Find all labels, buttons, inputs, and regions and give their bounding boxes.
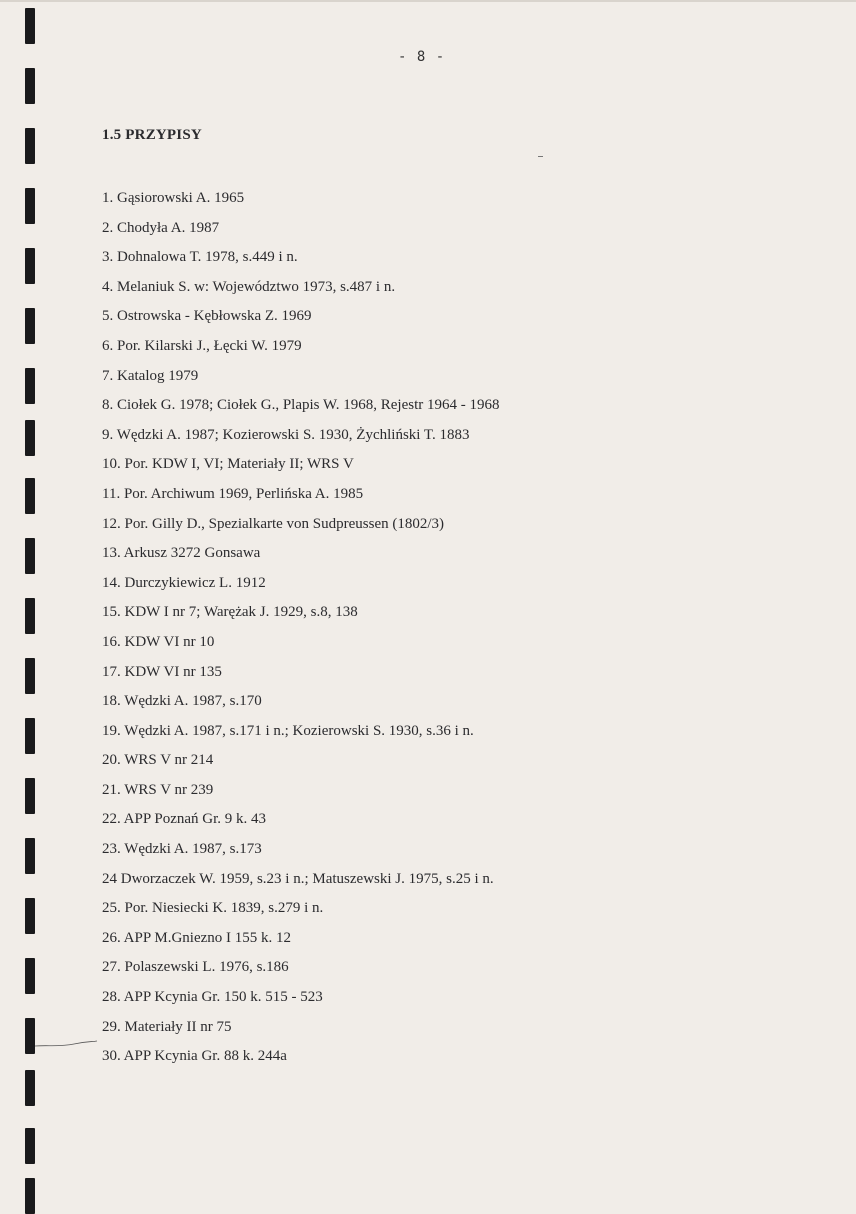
binding-hole bbox=[25, 308, 35, 344]
binding-hole bbox=[25, 68, 35, 104]
page-top-edge bbox=[0, 0, 856, 2]
binding-hole bbox=[25, 478, 35, 514]
binding-hole bbox=[25, 598, 35, 634]
footnote-item: 18. Wędzki A. 1987, s.170 bbox=[102, 693, 262, 710]
footnote-list bbox=[102, 184, 500, 1072]
footnote-item: 27. Polaszewski L. 1976, s.186 bbox=[102, 959, 289, 976]
binding-hole bbox=[25, 658, 35, 694]
binding-hole bbox=[25, 538, 35, 574]
footnote-item: 11. Por. Archiwum 1969, Perlińska A. 1985 bbox=[102, 485, 364, 502]
footnote-item: 29. Materiały II nr 75 bbox=[102, 1018, 232, 1035]
binding-hole bbox=[25, 8, 35, 44]
footnote-item: 4. Melaniuk S. w: Województwo 1973, s.487 i n. bbox=[102, 278, 396, 295]
binding-hole bbox=[25, 1070, 35, 1106]
footnote-item: 20. WRS V nr 214 bbox=[102, 752, 214, 769]
binding-hole bbox=[25, 958, 35, 994]
footnote-item: 13. Arkusz 3272 Gonsawa bbox=[102, 545, 261, 562]
footnote-item: 23. Wędzki A. 1987, s.173 bbox=[102, 841, 262, 858]
footnote-item: 3. Dohnalowa T. 1978, s.449 i n. bbox=[102, 249, 298, 266]
binding-hole bbox=[25, 128, 35, 164]
binding-hole bbox=[25, 718, 35, 754]
footnote-item: 26. APP M.Gniezno I 155 k. 12 bbox=[102, 929, 292, 946]
footnote-item: 10. Por. KDW I, VI; Materiały II; WRS V bbox=[102, 456, 354, 473]
pencil-mark bbox=[34, 1039, 98, 1049]
footnote-item: 7. Katalog 1979 bbox=[102, 367, 199, 384]
binding-hole bbox=[25, 838, 35, 874]
footnote-item: 21. WRS V nr 239 bbox=[102, 781, 214, 798]
binding-hole bbox=[25, 778, 35, 814]
footnote-item: 14. Durczykiewicz L. 1912 bbox=[102, 574, 266, 591]
stray-mark bbox=[538, 156, 543, 157]
footnote-item: 16. KDW VI nr 10 bbox=[102, 633, 215, 650]
binding-hole bbox=[25, 420, 35, 456]
footnote-item: 8. Ciołek G. 1978; Ciołek G., Plapis W. 1968, Rejestr 1964 - 1968 bbox=[102, 397, 500, 414]
binding-hole bbox=[25, 188, 35, 224]
binding-hole bbox=[25, 368, 35, 404]
section-heading: 1.5 PRZYPISY bbox=[102, 127, 202, 143]
binding-hole bbox=[25, 248, 35, 284]
footnote-item: 25. Por. Niesiecki K. 1839, s.279 i n. bbox=[102, 900, 324, 917]
footnote-item: 15. KDW I nr 7; Warężak J. 1929, s.8, 138 bbox=[102, 604, 358, 621]
footnote-item: 1. Gąsiorowski A. 1965 bbox=[102, 190, 245, 206]
footnote-item: 30. APP Kcynia Gr. 88 k. 244a bbox=[102, 1048, 287, 1065]
binding-holes bbox=[0, 0, 60, 1199]
footnote-item: 6. Por. Kilarski J., Łęcki W. 1979 bbox=[102, 337, 302, 354]
footnote-item: 19. Wędzki A. 1987, s.171 i n.; Kozierowski S. 1930, s.36 i n. bbox=[102, 722, 474, 739]
footnote-item: 9. Wędzki A. 1987; Kozierowski S. 1930, Żychliński T. 1883 bbox=[102, 426, 470, 443]
binding-hole bbox=[25, 898, 35, 934]
footnote-item: 28. APP Kcynia Gr. 150 k. 515 - 523 bbox=[102, 989, 323, 1006]
footnote-item: 22. APP Poznań Gr. 9 k. 43 bbox=[102, 811, 267, 828]
footnote-item: 5. Ostrowska - Kębłowska Z. 1969 bbox=[102, 308, 312, 325]
footnote-item: 24 Dworzaczek W. 1959, s.23 i n.; Matuszewski J. 1975, s.25 i n. bbox=[102, 870, 494, 887]
binding-hole bbox=[25, 1128, 35, 1164]
footnote-item: 17. KDW VI nr 135 bbox=[102, 663, 222, 680]
footnote-item: 12. Por. Gilly D., Spezialkarte von Sudpreussen (1802/3) bbox=[102, 515, 445, 532]
page-number: - 8 - bbox=[398, 49, 446, 65]
binding-hole bbox=[25, 1178, 35, 1214]
footnote-item: 2. Chodyła A. 1987 bbox=[102, 219, 220, 236]
